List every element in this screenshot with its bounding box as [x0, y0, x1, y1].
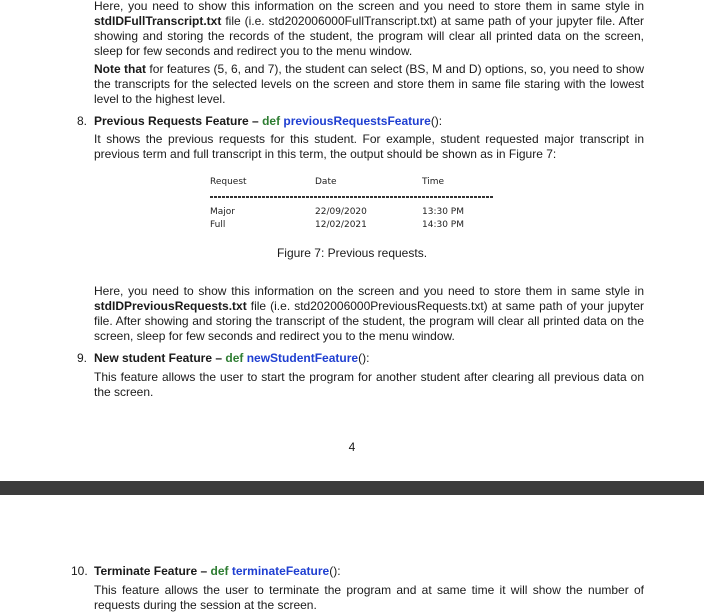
feature-10-description: This feature allows the user to terminate the program and at same time it will show the number of requests during the session at the screen. [94, 583, 644, 612]
feature-10-number: 10. [71, 564, 88, 578]
note-label: Note that [94, 62, 147, 76]
feature-9-description: This feature allows the user to start the program for another student after clearing all previous data on the screen. [94, 370, 644, 399]
feature-10-heading [71, 564, 661, 579]
feature-8-function-name: previousRequestsFeature [283, 114, 431, 128]
cell-time: 14:30 PM [422, 220, 464, 230]
intro-paragraph [94, 0, 644, 59]
feature-10-title: Terminate Feature – [94, 564, 211, 578]
page-number: 4 [348, 440, 356, 454]
intro-text: Here, you need to show this information on the screen and you need to store them in same style in [94, 0, 644, 13]
feature-10-def-keyword: def [210, 564, 229, 578]
header-request: Request [210, 177, 247, 187]
table-row [210, 206, 500, 219]
page-separator [0, 481, 704, 495]
feature-9-paren: (): [358, 351, 370, 365]
after-8-text-rest: file (i.e. std202006000PreviousRequests.txt) at same path of your jupyter file. After showing and storing the transcript of the student, the program will clear all printed data on the screen, sleep for few seconds and redirect you to the menu window. [94, 299, 644, 343]
feature-8-description: It shows the previous requests for this student. For example, student requested major transcript in previous term and full transcript in this term, the output should be shown as in Figure 7: [94, 132, 644, 161]
full-transcript-filename: stdIDFullTranscript.txt [94, 14, 222, 28]
figure-7-caption: Figure 7: Previous requests. [276, 246, 428, 260]
after-feature-8-paragraph [94, 284, 644, 344]
feature-8-number: 8. [77, 114, 88, 128]
feature-8-title: Previous Requests Feature – [94, 114, 263, 128]
cell-date: 22/09/2020 [315, 207, 367, 217]
table-header-row [210, 176, 500, 189]
after-8-text: Here, you need to show this information on the screen and you need to store them in same style in [94, 284, 644, 298]
feature-8-heading [77, 114, 667, 129]
table-row [210, 219, 500, 232]
feature-10-function-name: terminateFeature [231, 564, 330, 578]
header-time: Time [422, 177, 445, 187]
cell-date: 12/02/2021 [315, 220, 367, 230]
previous-requests-filename: stdIDPreviousRequests.txt [94, 299, 247, 313]
feature-9-function-name: newStudentFeature [246, 351, 359, 365]
feature-9-number: 9. [77, 351, 88, 365]
note-text: for features (5, 6, and 7), the student can select (BS, M and D) options, so, you need to show the transcripts for the selected levels on the screen and store them in same file staring with the lowest level to the highest level. [94, 62, 644, 106]
page-5 [0, 495, 704, 615]
cell-time: 13:30 PM [422, 207, 464, 217]
note-paragraph [94, 62, 644, 107]
cell-request: Major [210, 207, 235, 217]
feature-8-def-keyword: def [262, 114, 281, 128]
feature-8-paren: (): [430, 114, 443, 128]
feature-10-paren: (): [329, 564, 341, 578]
header-date: Date [315, 177, 337, 187]
feature-9-def-keyword: def [225, 351, 244, 365]
intro-text-rest: file (i.e. std202006000FullTranscript.txt) at same path of your jupyter file. After showing and storing the records of the student, the program will clear all printed data on the screen, sleep for few seconds and redirect you to the menu window. [94, 14, 644, 58]
feature-9-title: New student Feature – [94, 351, 226, 365]
cell-request: Full [210, 220, 226, 230]
feature-9-heading [77, 351, 667, 366]
previous-requests-table [210, 176, 500, 232]
table-divider [210, 196, 493, 198]
